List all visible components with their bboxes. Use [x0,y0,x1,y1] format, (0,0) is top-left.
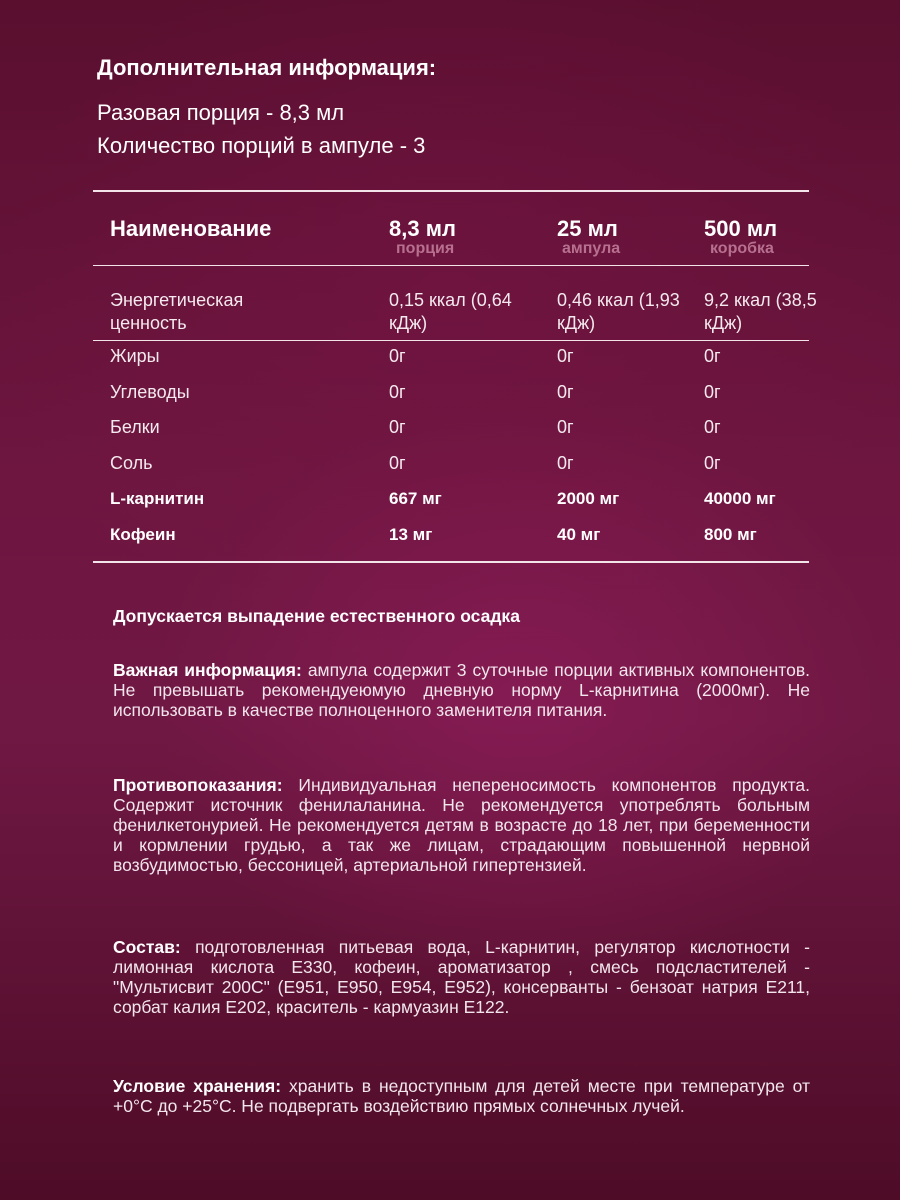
table-header-col3: 500 мл [704,216,778,241]
table-header-divider [93,265,809,266]
table-row-energy-c2: 0,46 ккал (1,93 кДж) [557,290,680,333]
table-row-protein-c1: 0г [389,417,406,437]
composition-text: подготовленная питьевая вода, L-карнитин, регулятор кислотности - лимонная кислота Е330, кофеин, ароматизатор , смесь подсластителей - "Мультисвит 200С" (Е951, Е950, Е954, Е952), консерванты - бензоат натрия Е211, сорбат калия Е202, краситель - кармуазин Е122. [113,937,810,1017]
table-row-carnitine-c2: 2000 мг [557,489,620,508]
table-row-carbs-c2: 0г [557,382,574,402]
table-row-energy-name: Энергетическая ценность [110,290,244,333]
table-header-name: Наименование [110,216,272,241]
additional-info-title: Дополнительная информация: [97,55,437,80]
table-bottom-divider [93,561,809,563]
table-row-protein-c3: 0г [704,417,721,437]
serving-size-line: Разовая порция - 8,3 мл [97,100,345,125]
composition-paragraph [113,937,810,1017]
table-row-carnitine-c1: 667 мг [389,489,442,508]
storage-text: хранить в недоступным для детей месте при температуре от +0°С до +25°С. Не подвергать воздействию прямых солнечных лучей. [113,1076,810,1116]
table-row-salt-c3: 0г [704,453,721,473]
table-row-caffeine-c1: 13 мг [389,525,433,544]
storage-label: Условие хранения: [113,1076,282,1096]
important-info-label: Важная информация: [113,660,302,680]
table-row-fats-c1: 0г [389,346,406,366]
table-row-salt-name: Соль [110,453,153,473]
composition-label: Состав: [113,937,181,957]
contraindications-paragraph [113,775,810,875]
table-row-energy-c1: 0,15 ккал (0,64 кДж) [389,290,512,333]
table-header-col1: 8,3 мл [389,216,456,241]
table-row-carnitine-c3: 40000 мг [704,489,776,508]
sediment-note: Допускается выпадение естественного осадка [113,606,520,626]
table-row-protein-c2: 0г [557,417,574,437]
servings-count-line: Количество порций в ампуле - 3 [97,133,426,158]
table-row-protein-name: Белки [110,417,160,437]
storage-paragraph [113,1076,810,1116]
table-top-divider [93,190,809,192]
table-row-fats-name: Жиры [110,346,160,366]
contraindications-text: Индивидуальная непереносимость компонентов продукта. Содержит источник фенилаланина. Не рекомендуется употреблять больным фенилкетонурией. Не рекомендуется детям в возрасте до 18 лет, при беременности и кормлении грудью, а так же лицам, страдающим повышенной нервной возбудимостью, бессоницей, артериальной гипертензией. [113,775,810,875]
important-info-text: ампула содержит 3 суточные порции активных компонентов. Не превышать рекомендуеюмую дневную норму L-карнитина (2000мг). Не использовать в качестве полноценного заменителя питания. [113,660,810,720]
table-header-col2: 25 мл [557,216,618,241]
table-row-salt-c2: 0г [557,453,574,473]
table-row-carbs-name: Углеводы [110,382,190,402]
table-header-col3-sub: коробка [710,240,774,257]
table-row-caffeine-name: Кофеин [110,525,176,544]
table-row-carnitine-name: L-карнитин [110,489,205,508]
contraindications-label: Противопоказания: [113,775,283,795]
table-row-caffeine-c3: 800 мг [704,525,757,544]
table-row-fats-c3: 0г [704,346,721,366]
table-header-col1-sub: порция [396,240,455,257]
table-row-salt-c1: 0г [389,453,406,473]
table-row-carbs-c3: 0г [704,382,721,402]
table-row-divider [93,340,809,341]
important-info-paragraph [113,660,810,720]
table-row-caffeine-c2: 40 мг [557,525,601,544]
table-row-energy-c3: 9,2 ккал (38,5 кДж) [704,290,817,333]
table-row-fats-c2: 0г [557,346,574,366]
table-row-carbs-c1: 0г [389,382,406,402]
table-header-col2-sub: ампула [562,240,621,257]
